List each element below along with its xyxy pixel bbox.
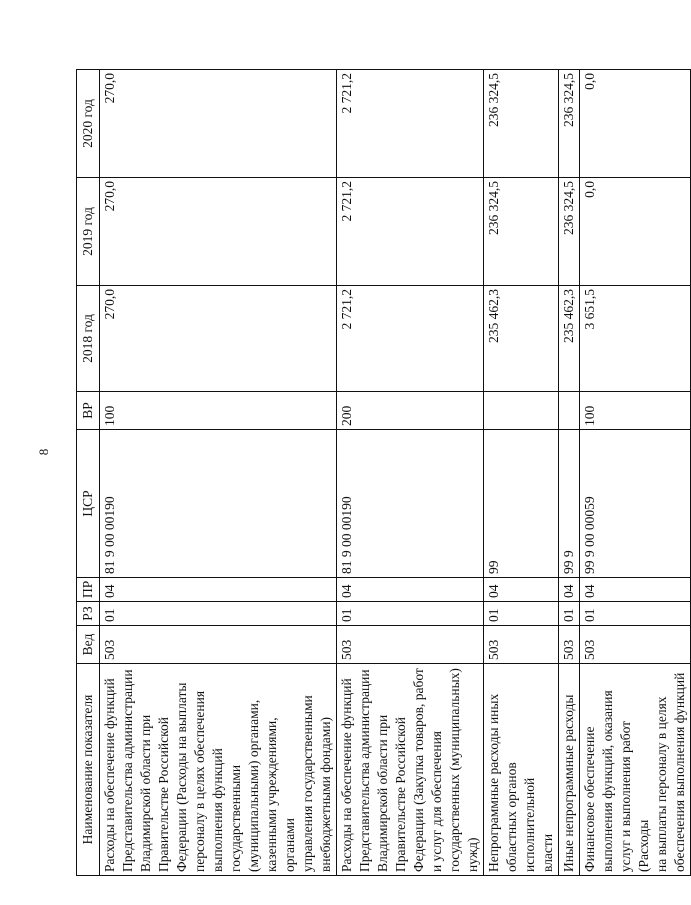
- table-row: [484, 70, 559, 876]
- row-2020-cell: 236 324,5: [484, 70, 559, 178]
- row-name-line: государственными: [228, 764, 243, 872]
- header-row: [77, 70, 100, 876]
- col-header-vr: ВР: [77, 392, 100, 430]
- row-name-line: Непрограммные расходы иных: [486, 693, 501, 872]
- row-rz-cell: 01: [559, 602, 580, 626]
- row-pr-cell: 04: [100, 578, 337, 602]
- row-2020-cell: 270,0: [100, 70, 337, 178]
- row-vr-cell: [484, 392, 559, 430]
- row-name-cell: [580, 664, 691, 876]
- row-name-line: Представительства администрации: [120, 669, 135, 872]
- row-csr-cell: 99: [484, 430, 559, 578]
- row-vr-cell: [559, 392, 580, 430]
- row-vr-cell: 100: [100, 392, 337, 430]
- row-name-line: выполнения функций: [210, 748, 225, 872]
- row-2019-cell: 270,0: [100, 178, 337, 286]
- row-rz-cell: 01: [337, 602, 484, 626]
- row-name-line: и услуг для обеспечения: [429, 730, 444, 872]
- row-pr-cell: 04: [559, 578, 580, 602]
- row-name-cell: [484, 664, 559, 876]
- row-name-cell: [100, 664, 337, 876]
- row-csr-cell: 99 9: [559, 430, 580, 578]
- col-header-2020: 2020 год: [77, 70, 100, 178]
- col-header-2018: 2018 год: [77, 286, 100, 392]
- row-2018-cell: 2 721,2: [337, 286, 484, 392]
- rotated-table-wrapper: [76, 70, 687, 876]
- row-name-line: Правительстве Российской: [393, 717, 408, 872]
- row-name-line: Федерации (Закупка товаров, работ: [411, 668, 426, 872]
- row-vr-cell: 100: [580, 392, 691, 430]
- row-2019-cell: 2 721,2: [337, 178, 484, 286]
- row-name-line: выполнения функций, оказания: [600, 690, 615, 872]
- row-name-line: Владимирской области при: [375, 714, 390, 872]
- col-header-pr: ПР: [77, 578, 100, 602]
- row-2019-cell: 236 324,5: [559, 178, 580, 286]
- row-name-line: государственных (муниципальных): [447, 668, 462, 872]
- row-name-line: (муниципальными) органами,: [246, 699, 261, 872]
- row-name-line: управления государственными: [300, 695, 315, 872]
- row-ved-cell: 503: [484, 626, 559, 664]
- row-name-cell: [559, 664, 580, 876]
- row-ved-cell: 503: [559, 626, 580, 664]
- row-csr-cell: 99 9 00 00059: [580, 430, 691, 578]
- row-2020-cell: 0,0: [580, 70, 691, 178]
- row-2019-cell: 0,0: [580, 178, 691, 286]
- row-name-line: Финансовое обеспечение: [582, 726, 597, 872]
- row-name-line: Иные непрограммные расходы: [561, 694, 576, 872]
- row-name-line: областных органов исполнительной: [504, 762, 537, 872]
- row-name-line: на выплаты персоналу в целях: [654, 696, 669, 872]
- row-pr-cell: 04: [484, 578, 559, 602]
- table-row: [337, 70, 484, 876]
- row-pr-cell: 04: [337, 578, 484, 602]
- row-2020-cell: 2 721,2: [337, 70, 484, 178]
- row-ved-cell: 503: [580, 626, 691, 664]
- row-rz-cell: 01: [100, 602, 337, 626]
- row-rz-cell: 01: [580, 602, 691, 626]
- col-header-name: Наименование показателя: [77, 664, 100, 876]
- row-name-line: Федерации (Расходы на выплаты: [174, 682, 189, 872]
- row-2018-cell: 235 462,3: [559, 286, 580, 392]
- col-header-rz: РЗ: [77, 602, 100, 626]
- col-header-ved: Вед: [77, 626, 100, 664]
- row-name-line: услуг и выполнения работ (Расходы: [618, 720, 651, 872]
- row-name-line: нужд): [465, 837, 480, 872]
- row-ved-cell: 503: [100, 626, 337, 664]
- col-header-2019: 2019 год: [77, 178, 100, 286]
- row-csr-cell: 81 9 00 00190: [100, 430, 337, 578]
- table-row: [100, 70, 337, 876]
- col-header-csr: ЦСР: [77, 430, 100, 578]
- row-ved-cell: 503: [337, 626, 484, 664]
- row-name-line: Расходы на обеспечение функций: [102, 678, 117, 872]
- row-vr-cell: 200: [337, 392, 484, 430]
- row-csr-cell: 81 9 00 00190: [337, 430, 484, 578]
- table-row: [559, 70, 580, 876]
- row-2018-cell: 235 462,3: [484, 286, 559, 392]
- row-name-cell: [337, 664, 484, 876]
- row-name-line: Расходы на обеспечение функций: [339, 678, 354, 872]
- row-2019-cell: 236 324,5: [484, 178, 559, 286]
- row-name-line: казенными учреждениями, органами: [264, 717, 297, 872]
- budget-table: [76, 69, 691, 876]
- row-2018-cell: 3 651,5: [580, 286, 691, 392]
- row-name-line: Владимирской области при: [138, 714, 153, 872]
- row-2018-cell: 270,0: [100, 286, 337, 392]
- row-2020-cell: 236 324,5: [559, 70, 580, 178]
- row-name-line: Правительстве Российской: [156, 717, 171, 872]
- row-name-line: обеспечения выполнения функций: [672, 672, 687, 872]
- table-row: [580, 70, 691, 876]
- row-rz-cell: 01: [484, 602, 559, 626]
- page-number: 8: [36, 448, 51, 456]
- row-pr-cell: 04: [580, 578, 691, 602]
- row-name-line: Представительства администрации: [357, 669, 372, 872]
- row-name-line: внебюджетными фондами): [318, 716, 333, 872]
- row-name-line: персоналу в целях обеспечения: [192, 690, 207, 872]
- row-name-line: власти: [540, 833, 555, 872]
